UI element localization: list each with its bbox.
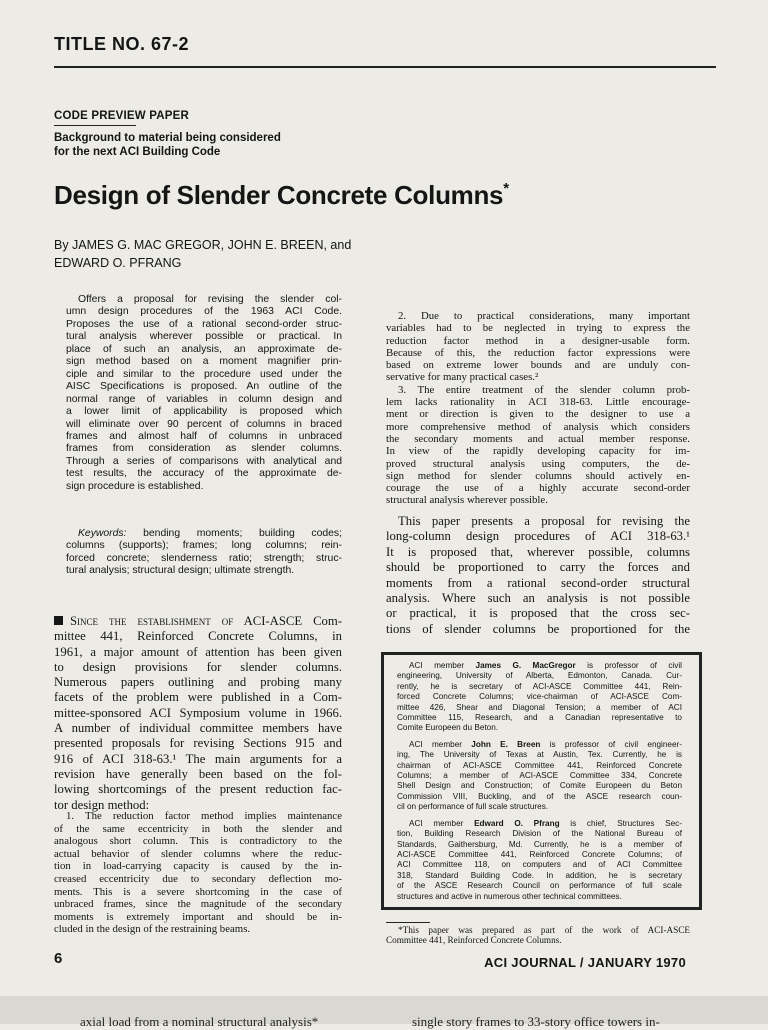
abstract-line: AISC Specifications is proposed. An outline of the	[66, 381, 342, 393]
footnote	[386, 925, 690, 945]
bio-line: forced Concrete Columns; vice-chairman of ACI-ASCE Com-	[397, 692, 682, 702]
numbered-line: creased eccentricity due to secondary deflection mo-	[54, 872, 342, 885]
author-bio	[397, 661, 682, 734]
body-line: long-column design procedures of ACI 318-63.¹	[386, 529, 690, 544]
bio-prefix: ACI member	[409, 739, 472, 749]
body-line: or practical, it is proposed that the cross sec-	[386, 606, 690, 621]
abstract	[66, 294, 342, 493]
bio-line: Committee 115, Research, and a Canadian representative to	[397, 713, 682, 723]
numbered-line: proved structural analysis using computers, the de-	[386, 457, 690, 470]
body-line: tions of slender columns be proportioned for the	[386, 621, 690, 636]
authors-line: By JAMES G. MAC GREGOR, JOHN E. BREEN, and	[54, 238, 352, 252]
body-line: 1961, a major amount of attention has been given	[54, 644, 342, 659]
numbered-line: based on extreme lower bounds and are unduly con-	[386, 359, 690, 372]
body-line: tor design method:	[54, 797, 150, 812]
numbered-line: of the same eccentricity in both the slender and	[54, 822, 342, 835]
bio-prefix: ACI member	[409, 818, 475, 828]
body-line: to design provisions for slender columns.	[54, 659, 342, 674]
bio-name: James G. MacGregor	[475, 661, 576, 670]
abstract-line: Proposes the use of a rational second-order struc-	[66, 318, 342, 330]
body-line: A number of individual committee members have	[54, 721, 342, 736]
bio-line: chairman of ACI-ASCE Committee 441, Reinforced Concrete	[397, 760, 682, 770]
body-line: facets of the problem were published in a Com-	[54, 690, 342, 705]
journal-footer: ACI JOURNAL / JANUARY 1970	[484, 955, 686, 970]
body-line: 916 of ACI 318-63.¹ The main arguments for a	[54, 751, 342, 766]
keywords	[66, 528, 342, 578]
lead-rest: ACI-ASCE Com-	[233, 614, 342, 628]
code-preview-label: CODE PREVIEW PAPER	[54, 110, 190, 122]
body-line: Numerous papers outlining and probing many	[54, 675, 342, 690]
paper-title	[54, 180, 509, 211]
bio-line: engineering, University of Alberta, Edmonton, Canada. Cur-	[397, 671, 682, 681]
code-preview-background	[54, 131, 281, 159]
abstract-line: normal range of variables in column design and	[66, 393, 342, 405]
body-line	[54, 614, 342, 629]
bio-prefix: ACI member	[409, 661, 476, 670]
bio-line: Shell Design and Construction; of Comite Europeen du Beton	[397, 781, 682, 791]
abstract-line: sign method based on a moment magnifier prin-	[66, 356, 342, 368]
abstract-line: umn design procedures of the 1963 ACI Code.	[66, 306, 342, 318]
keywords-line: columns (supports); frames; long columns; rein-	[66, 540, 342, 552]
title-footnote-mark: *	[503, 180, 509, 197]
abstract-line: Offers a proposal for revising the slender col-	[78, 294, 342, 305]
body-line: should be proportioned to carry the forces and	[386, 560, 690, 575]
keywords-line: tural analysis; structural design; ultimate strength.	[66, 565, 295, 577]
bio-line: structures and active in numerous other technical committees.	[397, 891, 622, 901]
keywords-line: forced concrete; slenderness ratio; strength; struc-	[66, 552, 342, 564]
abstract-line: Through a series of comparisons with analytical and	[66, 455, 342, 467]
left-body-text	[54, 614, 342, 813]
numbered-line: variables had to be neglected in trying to express the	[386, 322, 690, 335]
numbered-line: lem lacks rationality in ACI 318-63. Little encourage-	[386, 396, 690, 409]
keywords-line	[66, 528, 342, 540]
bio-line	[397, 819, 682, 829]
title-number: TITLE NO. 67-2	[54, 34, 190, 54]
numbered-line: 1. The reduction factor method implies maintenance	[66, 810, 342, 822]
next-page-left-fragment: axial load from a nominal structural analysis*	[80, 1014, 319, 1029]
abstract-line: frames from consideration as slender columns.	[66, 443, 342, 455]
abstract-line: test results, the accuracy of the approximate de-	[66, 468, 342, 480]
bio-line: tion, Building Research Division of the National Bureau of	[397, 829, 682, 839]
numbered-line: cluded in the design of the restraining beams.	[54, 923, 251, 936]
bio-line: of the ASCE Research Council on performance of full scale	[397, 881, 682, 891]
numbered-line: actual behavior of slender columns where the reduc-	[54, 847, 342, 860]
authors	[54, 236, 351, 272]
numbered-line: 2. Due to practical considerations, many important	[398, 310, 690, 322]
body-line: mittee-sponsored ACI Symposium volume in 1966.	[54, 705, 342, 720]
section-bullet	[54, 616, 63, 625]
bio-name: John E. Breen	[471, 739, 541, 749]
numbered-line: Because of this, the reduction factor expressions were	[386, 346, 690, 359]
bio-line: Comite Europeen du Beton.	[397, 723, 499, 733]
bio-text: is chief, Structures Sec-	[559, 818, 682, 828]
body-line: It is proposed that, wherever possible, columns	[386, 544, 690, 559]
body-line: revision have generally been based on the fol-	[54, 766, 342, 781]
bio-line: rently, he is secretary of ACI-ASCE Committee 441, Rein-	[397, 681, 682, 691]
numbered-line: sign method for slender columns should actively en-	[386, 469, 690, 482]
paper-title-text: Design of Slender Concrete Columns	[54, 180, 504, 210]
author-bio	[397, 740, 682, 813]
abstract-line: a lower limit of applicability is proposed which	[66, 406, 342, 418]
numbered-line: reduction factor method in a designer-usable form.	[386, 334, 690, 347]
abstract-line: frames and almost half of columns in unbraced	[66, 430, 342, 442]
right-body-text	[386, 514, 690, 637]
next-page-right-fragment: single story frames to 33-story office towers in-	[412, 1014, 660, 1029]
bio-line: ing, The University of Texas at Austin, Tex. Currently, he is	[397, 750, 682, 760]
author-bio	[397, 819, 682, 902]
bio-line: 318, Standard Building Code. In addition, he is secretary	[397, 870, 682, 880]
bio-line: mittee 426, Shear and Diagonal Tension; a member of ACI	[397, 702, 682, 712]
body-line: presented proposals for revising Sections 915 and	[54, 736, 342, 751]
numbered-line: In view of the rapidly developing capacity for im-	[386, 445, 690, 458]
numbered-line: moments is extremely important and should be in-	[54, 910, 342, 923]
numbered-line: unbraced frames, since the magnitude of the secondary	[54, 898, 342, 911]
page-number: 6	[54, 950, 63, 967]
numbered-line: analogous short column. This is contradictory to the	[54, 835, 342, 848]
body-line: moments from a rational second-order structural	[386, 575, 690, 590]
numbered-line: the secondary moments and actual member response.	[386, 432, 690, 445]
bio-line	[397, 661, 682, 671]
footnote-line: Committee 441, Reinforced Concrete Columns.	[386, 935, 562, 945]
lead-smallcaps: Since the establishment of	[70, 614, 234, 628]
abstract-line: will eliminate over 90 percent of columns in braced	[66, 418, 342, 430]
numbered-line: ment or direction is given to the designer to use a	[386, 408, 690, 421]
background-line: Background to material being considered	[54, 132, 281, 144]
bio-line: cil on performance of full scale structures.	[397, 802, 549, 812]
numbered-line: ments. This is a severe shortcoming in the case of	[54, 885, 342, 898]
bio-text: is professor of civil engineer-	[540, 739, 682, 749]
numbered-line: structural analysis wherever possible.	[386, 494, 548, 507]
code-preview-rule	[54, 125, 136, 126]
bio-line: ACI Committee 118, on computers and of ACI Committee	[397, 860, 682, 870]
title-rule	[54, 66, 716, 68]
body-line: analysis. Where such an analysis is not possible	[386, 591, 690, 606]
footnote-rule	[386, 922, 430, 923]
numbered-line: 3. The entire treatment of the slender column prob-	[398, 383, 690, 396]
body-line: mittee 441, Reinforced Concrete Columns, in	[54, 629, 342, 644]
body-line: lowing shortcomings of the present reduction fac-	[54, 782, 342, 797]
bio-name: Edward O. Pfrang	[474, 818, 560, 828]
bio-text: is professor of civil	[575, 661, 682, 670]
right-numbered-text	[386, 310, 690, 507]
abstract-line: place of such an analysis, an approximate de-	[66, 343, 342, 355]
abstract-line: ciple and similar to the procedure used under the	[66, 368, 342, 380]
numbered-line: more comprehensive method of analysis which considers	[386, 420, 690, 433]
abstract-line: tural analysis wherever possible or practical. In	[66, 331, 342, 343]
keywords-text: bending moments; building codes;	[126, 528, 342, 539]
authors-line: EDWARD O. PFRANG	[54, 256, 182, 270]
background-line: for the next ACI Building Code	[54, 146, 221, 158]
body-line: This paper presents a proposal for revising the	[398, 514, 690, 528]
author-bio-box	[381, 652, 702, 910]
footnote-line: *This paper was prepared as part of the work of ACI-ASCE	[398, 925, 690, 935]
bio-line: Standards, Gaithersburg, Md. Currently, he is a member of	[397, 839, 682, 849]
abstract-line: sign procedure is established.	[66, 480, 204, 492]
numbered-line: courage the use of a highly accurate second-order	[386, 482, 690, 495]
bio-line: ACI-ASCE Committee 441, Reinforced Concrete Columns; of	[397, 849, 682, 859]
author-bios	[397, 661, 682, 908]
numbered-line: tion in load-carrying capacity is caused by the in-	[54, 860, 342, 873]
keywords-label: Keywords:	[78, 528, 127, 539]
bio-line: Commission VIII, Buckling, and of the ASCE research coun-	[397, 791, 682, 801]
numbered-line: servative for many practical cases.²	[386, 371, 539, 384]
bio-line	[397, 740, 682, 750]
left-numbered-text	[54, 810, 342, 936]
bio-line: Columns; a member of ACI-ASCE Committee 334, Concrete	[397, 771, 682, 781]
